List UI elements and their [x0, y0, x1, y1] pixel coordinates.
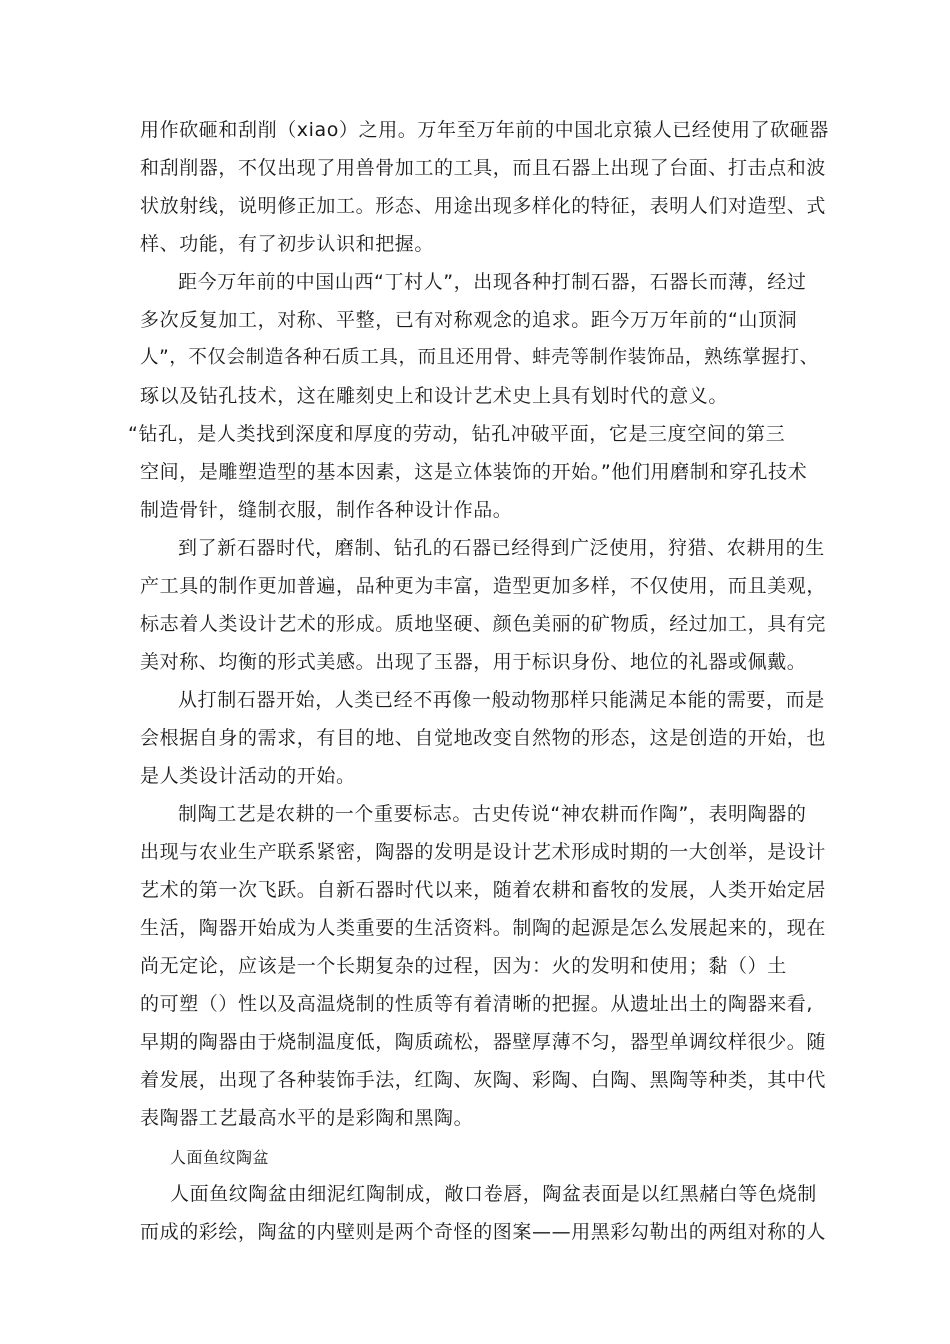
text-line: 会根据自身的需求，有目的地、自觉地改变自然物的形态，这是创造的开始，也 [140, 727, 827, 749]
text-line: 多次反复加工，对称、平整，已有对称观念的追求。距今万万年前的“山顶洞 [140, 309, 798, 331]
text-line: 表陶器工艺最高水平的是彩陶和黑陶。 [140, 1107, 474, 1129]
text-line: 的可塑（）性以及高温烧制的性质等有着清晰的把握。从遗址出土的陶器来看, [140, 993, 814, 1015]
text-line: 制陶工艺是农耕的一个重要标志。古史传说“神农耕而作陶”，表明陶器的 [178, 803, 807, 825]
text-line: 美对称、均衡的形式美感。出现了玉器，用于标识身份、地位的礼器或佩戴。 [140, 651, 807, 673]
text-line: 距今万年前的中国山西“丁村人”，出现各种打制石器，石器长而薄，经过 [178, 271, 807, 293]
text-line: 人”，不仅会制造各种石质工具，而且还用骨、蚌壳等制作装饰品，熟练掌握打、 [140, 347, 819, 368]
text-line: “钻孔，是人类找到深度和厚度的劳动，钻孔冲破平面，它是三度空间的第三 [128, 423, 786, 445]
text-line: 尚无定论，应该是一个长期复杂的过程，因为：火的发明和使用；黏（）土 [140, 955, 787, 977]
text-line: 产工具的制作更加普遍，品种更为丰富，造型更加多样，不仅使用，而且美观， [140, 575, 827, 597]
text-line: 标志着人类设计艺术的形成。质地坚硬、颜色美丽的矿物质，经过加工，具有完 [140, 613, 827, 635]
text-line: 是人类设计活动的开始。 [140, 765, 356, 787]
text-line: 到了新石器时代，磨制、钻孔的石器已经得到广泛使用，狩猎、农耕用的生 [178, 537, 825, 559]
text-line: 艺术的第一次飞跃。自新石器时代以来，随着农耕和畜牧的发展，人类开始定居 [140, 879, 827, 901]
text-line: 从打制石器开始，人类已经不再像一般动物那样只能满足本能的需要，而是 [178, 689, 825, 711]
text-line: 生活，陶器开始成为人类重要的生活资料。制陶的起源是怎么发展起来的，现在 [140, 917, 827, 939]
text-line: 空间，是雕塑造型的基本因素，这是立体装饰的开始。”他们用磨制和穿孔技术 [140, 461, 808, 483]
text-line: 状放射线，说明修正加工。形态、用途出现多样化的特征，表明人们对造型、式 [140, 195, 827, 217]
text-line: 样、功能，有了初步认识和把握。 [140, 233, 435, 255]
text-line: 用作砍砸和刮削（xiao）之用。万年至万年前的中国北京猿人已经使用了砍砸器 [140, 119, 829, 141]
text-line: 着发展，出现了各种装饰手法，红陶、灰陶、彩陶、白陶、黑陶等种类，其中代 [140, 1069, 827, 1091]
section-caption: 人面鱼纹陶盆 [170, 1148, 270, 1167]
text-line: 出现与农业生产联系紧密，陶器的发明是设计艺术形成时期的一大创举，是设计 [140, 841, 827, 863]
text-line: 和刮削器，不仅出现了用兽骨加工的工具，而且石器上出现了台面、打击点和波 [140, 157, 827, 179]
text-line: 琢以及钻孔技术，这在雕刻史上和设计艺术史上具有划时代的意义。 [140, 385, 729, 407]
text-line: 制造骨针，缝制衣服，制作各种设计作品。 [140, 499, 513, 521]
text-line: 而成的彩绘，陶盆的内壁则是两个奇怪的图案——用黑彩勾勒出的两组对称的人 [140, 1221, 827, 1243]
text-line: 人面鱼纹陶盆由细泥红陶制成，敞口卷唇，陶盆表面是以红黑赭白等色烧制 [170, 1183, 817, 1205]
text-line: 早期的陶器由于烧制温度低，陶质疏松，器壁厚薄不匀，器型单调纹样很少。随 [140, 1031, 827, 1053]
